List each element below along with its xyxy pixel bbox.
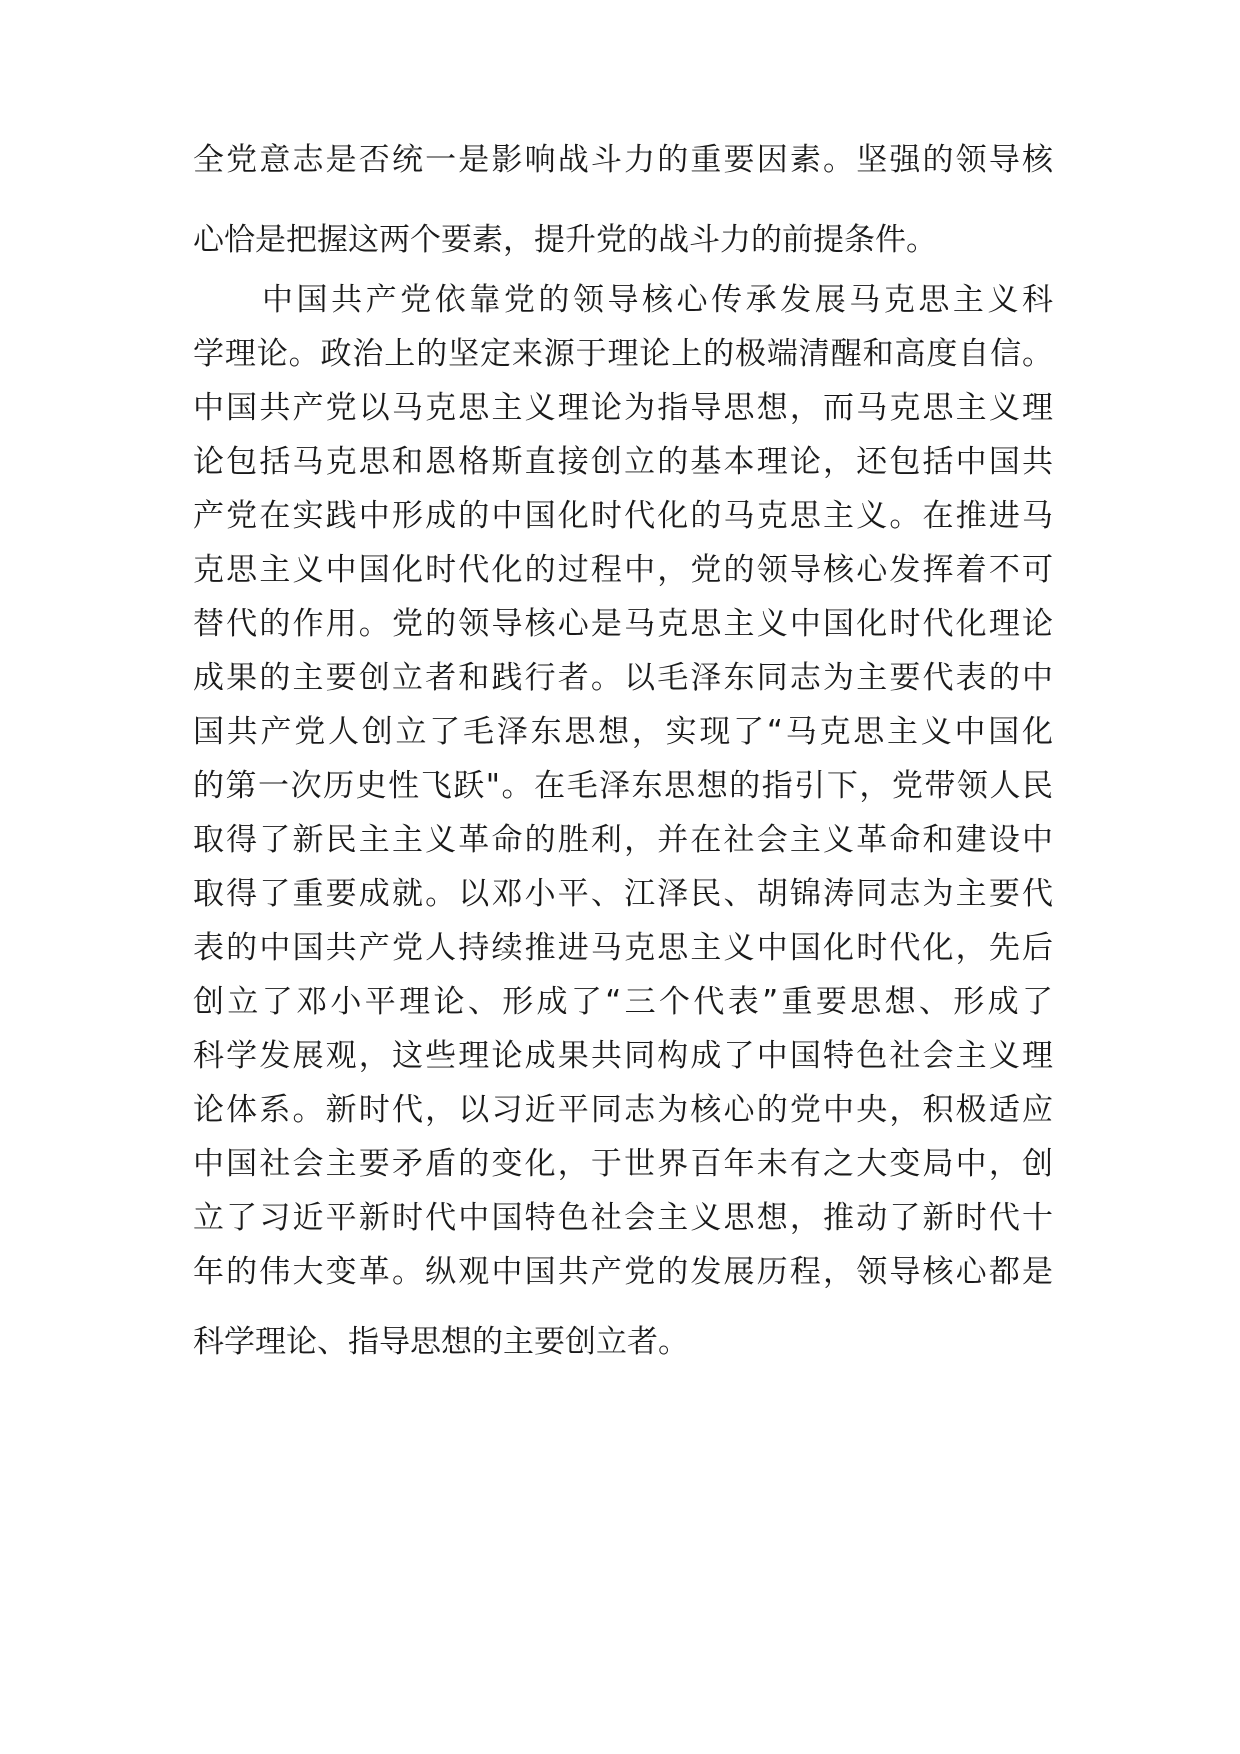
text-line: 论体系。新时代，以习近平同志为核心的党中央，积极适应	[193, 1092, 1053, 1128]
text-line: 心恰是把握这两个要素，提升党的战斗力的前提条件。	[193, 222, 937, 258]
text-line: 取得了新民主主义革命的胜利，并在社会主义革命和建设中	[193, 822, 1053, 858]
text-line: 的第一次历史性飞跃"。在毛泽东思想的指引下，党带领人民	[193, 768, 1053, 804]
text-line: 产党在实践中形成的中国化时代化的马克思主义。在推进马	[193, 498, 1053, 534]
text-line: 科学发展观，这些理论成果共同构成了中国特色社会主义理	[193, 1038, 1053, 1074]
text-line: 创立了邓小平理论、形成了“三个代表”重要思想、形成了	[193, 984, 1053, 1020]
text-line: 学理论。政治上的坚定来源于理论上的极端清醒和高度自信。	[193, 336, 1053, 372]
text-line: 中国共产党依靠党的领导核心传承发展马克思主义科	[262, 282, 1053, 318]
text-line: 替代的作用。党的领导核心是马克思主义中国化时代化理论	[193, 606, 1053, 642]
text-line: 中国社会主要矛盾的变化，于世界百年未有之大变局中，创	[193, 1146, 1053, 1182]
text-line: 论包括马克思和恩格斯直接创立的基本理论，还包括中国共	[193, 444, 1053, 480]
text-line: 成果的主要创立者和践行者。以毛泽东同志为主要代表的中	[193, 660, 1053, 696]
text-line: 取得了重要成就。以邓小平、江泽民、胡锦涛同志为主要代	[193, 876, 1053, 912]
text-line: 中国共产党以马克思主义理论为指导思想，而马克思主义理	[193, 390, 1053, 426]
text-line: 科学理论、指导思想的主要创立者。	[193, 1324, 689, 1360]
text-line: 克思主义中国化时代化的过程中，党的领导核心发挥着不可	[193, 552, 1053, 588]
text-line: 表的中国共产党人持续推进马克思主义中国化时代化，先后	[193, 930, 1053, 966]
text-line: 年的伟大变革。纵观中国共产党的发展历程，领导核心都是	[193, 1254, 1053, 1290]
text-line: 立了习近平新时代中国特色社会主义思想，推动了新时代十	[193, 1200, 1053, 1236]
text-line: 全党意志是否统一是影响战斗力的重要因素。坚强的领导核	[193, 142, 1053, 178]
text-line: 国共产党人创立了毛泽东思想，实现了“马克思主义中国化	[193, 714, 1053, 750]
